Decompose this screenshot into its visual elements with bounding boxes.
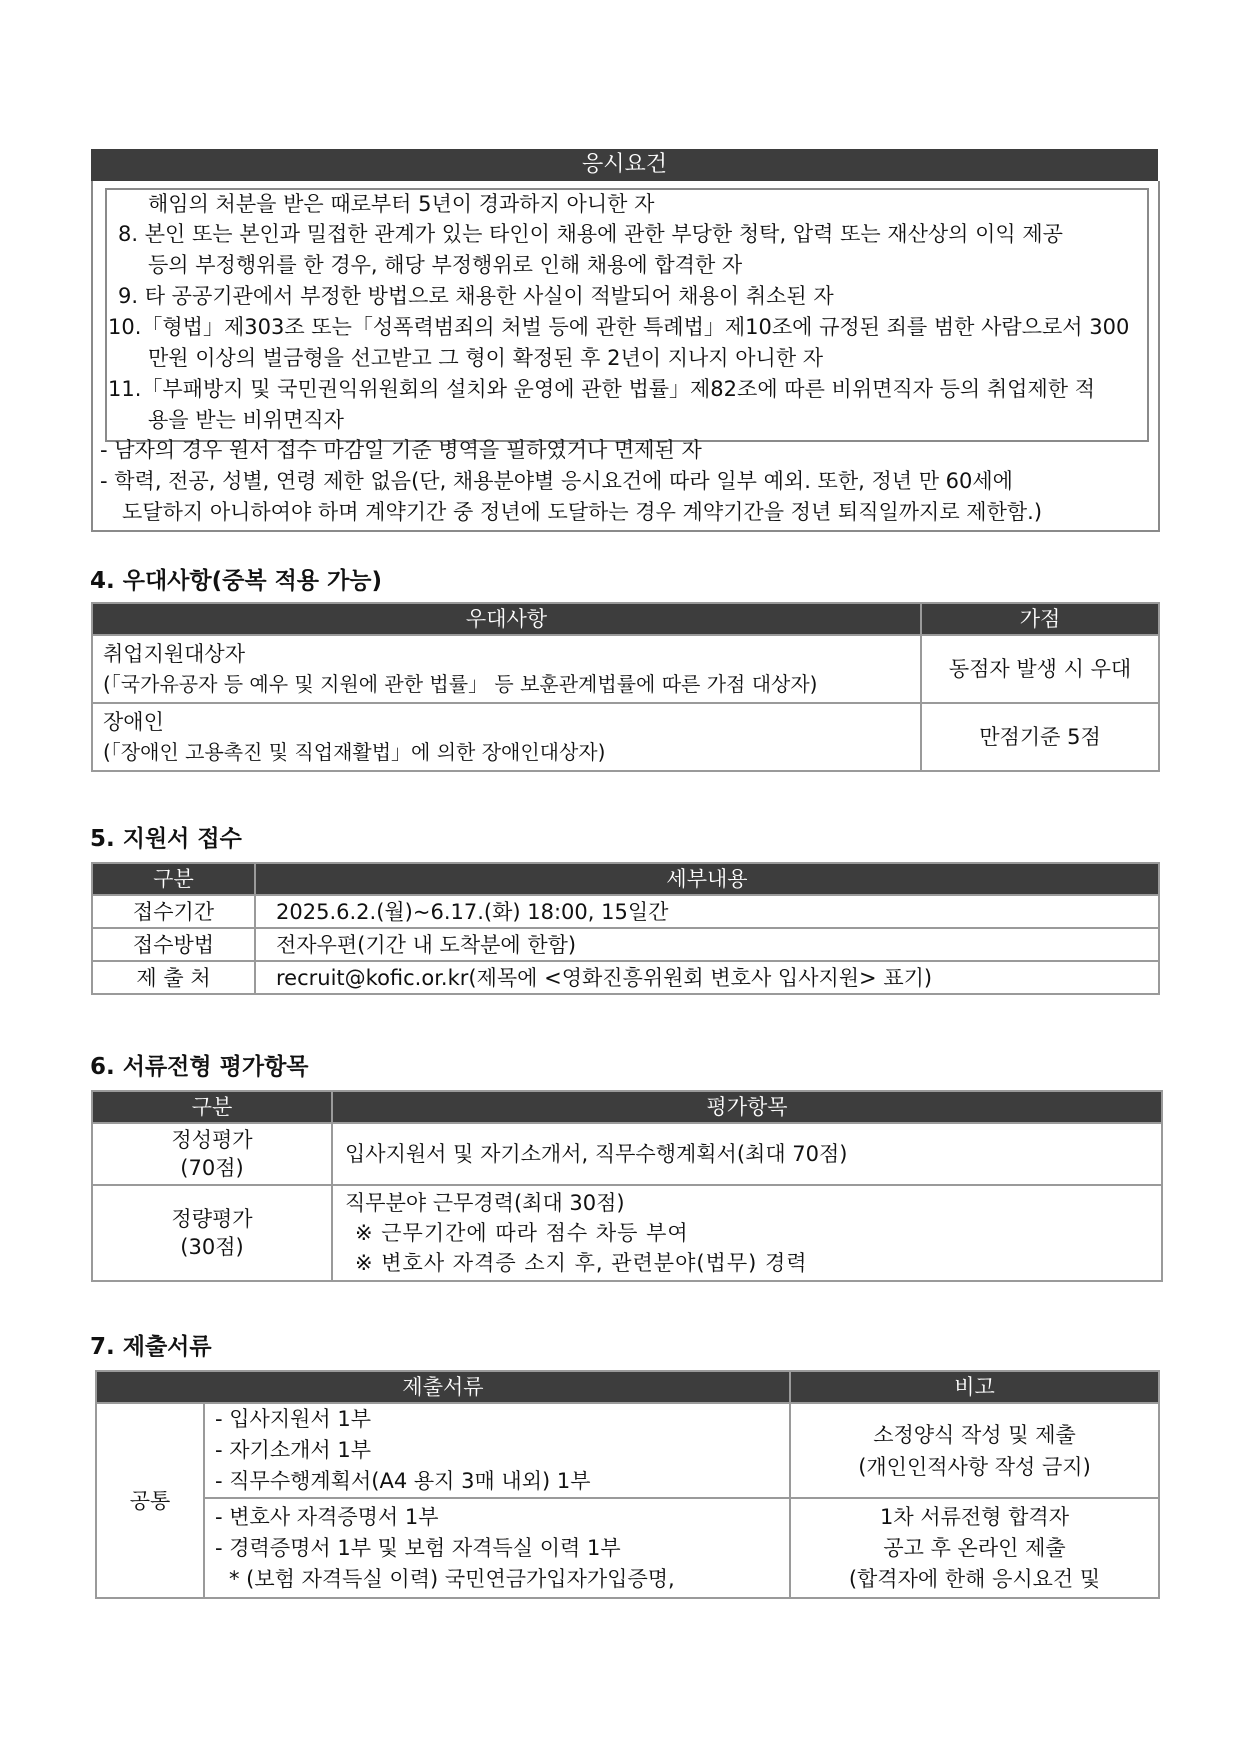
req-line: 11.「부패방지 및 국민권익위원회의 설치와 운영에 관한 법률」제82조에 따른 비위면직자 등의 취업제한 적 [108,377,1095,401]
preference-label: 취업지원대상자 [103,642,246,666]
category-points: (30점) [180,1235,244,1259]
remarks-cell [790,1498,1159,1598]
category-label: 정량평가 [171,1207,253,1231]
req-line: 10.「형법」제303조 또는「성폭력범죄의 처벌 등에 관한 특례법」제10조에 규정된 죄를 범한 사람으로서 300 [108,315,1130,339]
table-row [92,1185,1162,1281]
document-item: * (보험 자격득실 이력) 국민연금가입자가입증명, [229,1566,675,1591]
application-table [91,862,1160,995]
group-cell: 공통 [96,1403,204,1598]
req-line: 등의 부정행위를 한 경우, 해당 부정행위로 인해 채용에 합격한 자 [148,253,743,277]
table-row [92,1123,1162,1185]
document-item: - 직무수행계획서(A4 용지 3매 내외) 1부 [215,1469,591,1493]
evaluation-note: ※ 변호사 자격증 소지 후, 관련분야(법무) 경력 [355,1251,808,1275]
preference-note: (「장애인 고용촉진 및 직업재활법」에 의한 장애인대상자) [103,740,606,764]
table-row [92,961,1159,994]
category-cell: 접수방법 [92,928,255,961]
req-line: 만원 이상의 벌금형을 선고받고 그 형이 확정된 후 2년이 지나지 아니한 자 [148,346,824,370]
preference-note: (「국가유공자 등 예우 및 지원에 관한 법률」 등 보훈관계법률에 따른 가점 대상자) [103,672,818,696]
category-label: 정성평가 [171,1128,253,1152]
remark-line: 소정양식 작성 및 제출 [873,1422,1076,1447]
requirements-title: 응시요건 [581,152,667,177]
section-7-title: 7. 제출서류 [90,1334,212,1360]
category-cell: 제 출 처 [92,961,255,994]
category-cell: 접수기간 [92,895,255,928]
document-item: - 변호사 자격증명서 1부 [215,1504,439,1529]
req-bullet: 도달하지 아니하여야 하며 계약기간 중 정년에 도달하는 경우 계약기간을 정년 퇴직일까지로 제한함.) [122,500,1043,524]
document-item: - 자기소개서 1부 [215,1438,372,1462]
table-row [92,928,1159,961]
table-row [92,895,1159,928]
evaluation-col-header: 평가항목 [332,1091,1162,1123]
category-col-header: 구분 [92,863,255,895]
document-item: - 입사지원서 1부 [215,1407,372,1431]
category-cell [92,1123,332,1185]
requirements-header [91,149,1158,181]
detail-col-header: 세부내용 [255,863,1159,895]
preference-table [91,602,1160,772]
detail-cell: 전자우편(기간 내 도착분에 한함) [255,928,1159,961]
remarks-col-header: 비고 [790,1371,1159,1403]
table-row [92,703,1159,771]
points-cell: 만점기준 5점 [921,703,1159,771]
section-4-title: 4. 우대사항(중복 적용 가능) [90,568,382,594]
req-line: 용을 받는 비위면직자 [148,408,344,432]
remark-line: (합격자에 한해 응시요건 및 [848,1566,1101,1591]
req-line: 해임의 처분을 받은 때로부터 5년이 경과하지 아니한 자 [148,192,655,216]
remark-line: 1차 서류전형 합격자 [880,1504,1069,1529]
preference-label: 장애인 [103,710,164,734]
req-line: 8. 본인 또는 본인과 밀접한 관계가 있는 타인이 채용에 관한 부당한 청탁, 압력 또는 재산상의 이익 제공 [118,222,1063,246]
remark-line: (개인인적사항 작성 금지) [858,1454,1091,1479]
evaluation-item: 직무분야 근무경력(최대 30점) [345,1191,625,1215]
preference-cell [92,703,921,771]
table-row [96,1403,1159,1498]
documents-cell [204,1403,790,1498]
evaluation-note: ※ 근무기간에 따라 점수 차등 부여 [355,1221,689,1245]
table-row [92,635,1159,703]
points-cell: 동점자 발생 시 우대 [921,635,1159,703]
document-item: - 경력증명서 1부 및 보험 자격득실 이력 1부 [215,1535,621,1560]
category-points: (70점) [180,1156,244,1180]
detail-cell: recruit@kofic.or.kr(제목에 <영화진흥위원회 변호사 입사지원> 표기) [255,961,1159,994]
documents-table [95,1370,1160,1599]
remarks-cell [790,1403,1159,1498]
evaluation-cell [332,1185,1162,1281]
documents-col-header: 제출서류 [96,1371,790,1403]
category-cell [92,1185,332,1281]
points-col-header: 가점 [921,603,1159,635]
evaluation-table [91,1090,1163,1282]
section-6-title: 6. 서류전형 평가항목 [90,1054,309,1080]
detail-cell: 2025.6.2.(월)~6.17.(화) 18:00, 15일간 [255,895,1159,928]
remark-line: 공고 후 온라인 제출 [883,1535,1066,1560]
category-col-header: 구분 [92,1091,332,1123]
preference-col-header: 우대사항 [92,603,921,635]
preference-cell [92,635,921,703]
table-row [96,1498,1159,1598]
req-line: 9. 타 공공기관에서 부정한 방법으로 채용한 사실이 적발되어 채용이 취소된 자 [118,284,834,308]
req-bullet: - 학력, 전공, 성별, 연령 제한 없음(단, 채용분야별 응시요건에 따라 일부 예외. 또한, 정년 만 60세에 [100,469,1013,493]
documents-cell [204,1498,790,1598]
evaluation-cell: 입사지원서 및 자기소개서, 직무수행계획서(최대 70점) [332,1123,1162,1185]
section-5-title: 5. 지원서 접수 [90,826,242,852]
req-bullet: - 남자의 경우 원서 접수 마감일 기준 병역을 필하였거나 면제된 자 [100,438,702,462]
